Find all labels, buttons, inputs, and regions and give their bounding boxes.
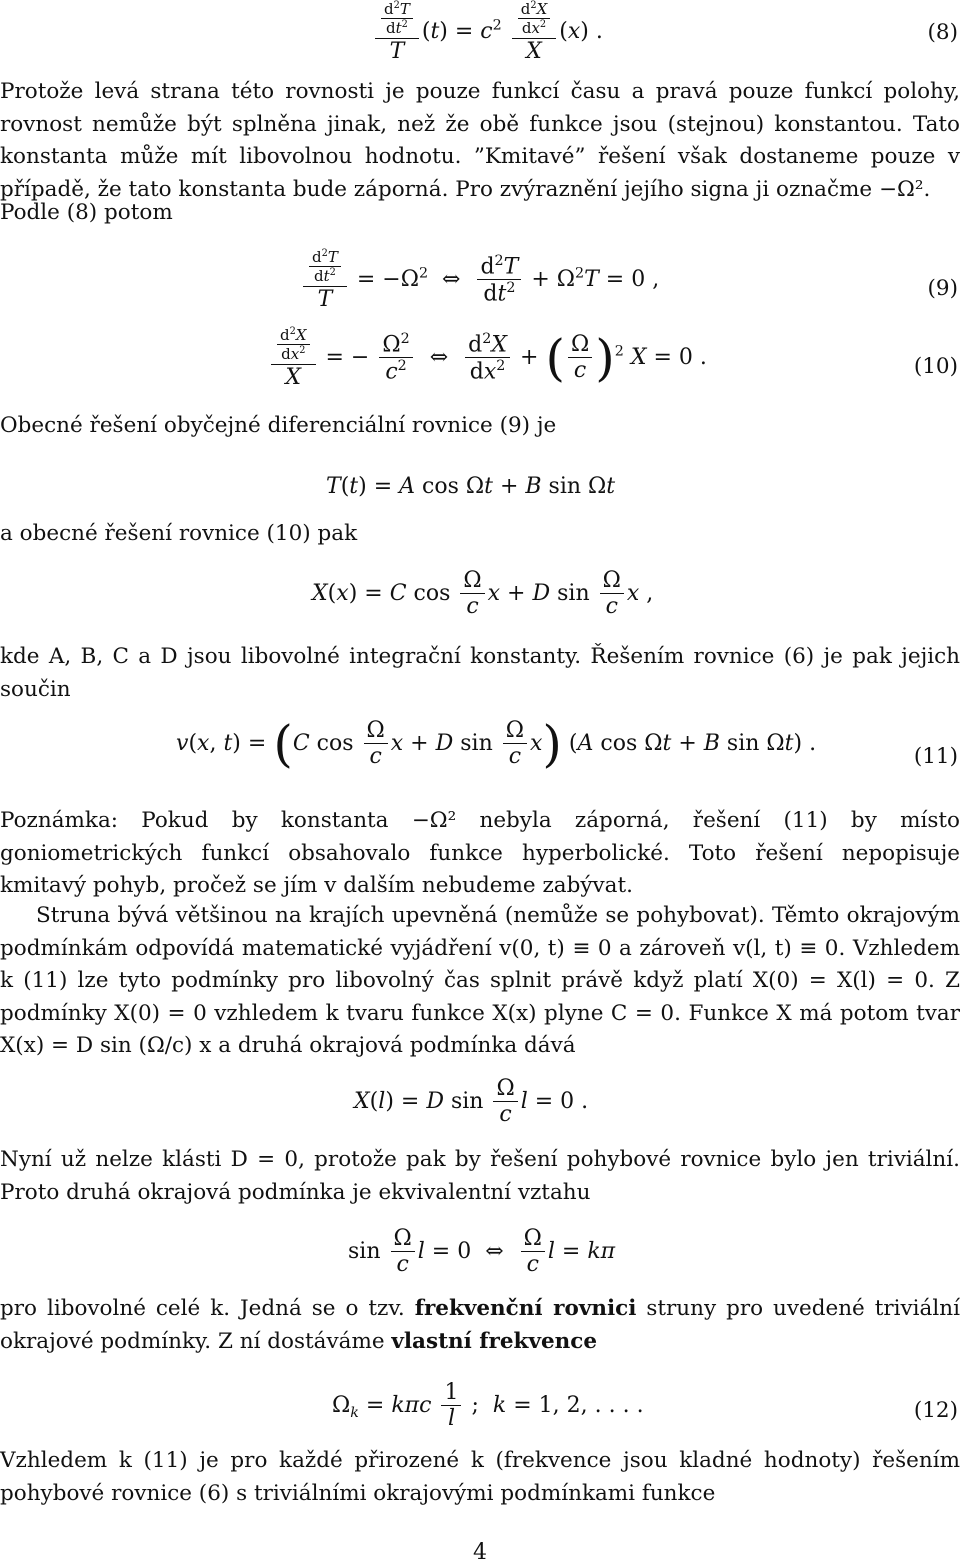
- equation-9: $\frac{\frac{d^2T}{dt^2}}{T}$ = $-\Omega^2$ ⇔ $\frac{d^2T}{dt^2}$ + $\Omega^2T = 0$ , (9): [0, 248, 960, 328]
- equation-number: (8): [927, 20, 958, 45]
- equation-11: v(x, t) = (C cos $\frac{\Omega}{c}$ x + D sin $\frac{\Omega}{c}$ x) (A cos Ωt + B sin Ωt) . (11): [176, 714, 958, 773]
- equation-10: $\frac{\frac{d^2X}{dx^2}}{X}$ = − $\frac{\Omega^2}{c^2}$ ⇔ $\frac{d^2X}{dx^2}$ + ( $\frac{\Omega}{c}$ )$^2$ X = 0 . (10): [0, 326, 960, 406]
- equation-8: $\frac{\frac{d^2T}{dt^2}}{T}$ $(t) = c^2$ $\frac{\frac{d^2X}{dx^2}}{X}$ (x) . (8): [0, 0, 960, 68]
- paragraph: [0, 1293, 960, 1358]
- equation-T: T(t) = A cos Ωt + B sin Ωt: [326, 474, 616, 499]
- text: struny pro uvedené triviální okrajové podmínky. Z ní dostáváme: [0, 1296, 960, 1354]
- page-number: 4: [473, 1540, 487, 1565]
- equation-number: (11): [913, 744, 958, 769]
- paragraph: Vzhledem k (11) je pro každé přirozené k (frekvence jsou kladné hodnoty) řešením pohybové rovnice (6) s triviálními okrajovými podmínkami funkce: [0, 1448, 960, 1506]
- term-eigenfrequencies: vlastní frekvence: [391, 1328, 598, 1354]
- paragraph: Struna bývá většinou na krajích upevněná (nemůže se pohybovat). Těmto okrajovým podmínkám odpovídá matematické vyjádření v(0, t) ≡ 0 a zároveň v(l, t) ≡ 0. Vzhledem k (11) lze tyto podmínky pro libovolný čas splnit právě když platí X(0) = X(l) = 0. Z podmínky X(0) = 0 vzhledem k tvaru funkce X(x) plyne C = 0. Funkce X má potom tvar X(x) = D sin (Ω/c) x a druhá okrajová podmínka dává: [0, 903, 960, 1058]
- equation-Xl: X(l) = D sin $\frac{\Omega}{c}$ l = 0 .: [354, 1076, 589, 1128]
- term-frequency-equation: frekvenční rovnici: [414, 1296, 637, 1321]
- paragraph: Nyní už nelze klásti D = 0, protože pak by řešení pohybové rovnice bylo jen triviální. Proto druhá okrajová podmínka je ekvivalentní vztahu: [0, 1147, 960, 1205]
- paragraph: a obecné řešení rovnice (10) pak: [0, 521, 358, 546]
- equation-12: $\Omega_k = k\pi c$ $\frac{1}{l}$ ; k = 1, 2, . . . . (12): [332, 1380, 958, 1432]
- equation-number: (12): [913, 1398, 958, 1423]
- equation-X: X(x) = C cos $\frac{\Omega}{c}$ x + D sin $\frac{\Omega}{c}$ x ,: [312, 568, 654, 620]
- paragraph: kde A, B, C a D jsou libovolné integrační konstanty. Řešením rovnice (6) je pak jejich součin: [0, 644, 960, 702]
- paragraph: Obecné řešení obyčejné diferenciální rovnice (9) je: [0, 413, 557, 438]
- paragraph: Podle (8) potom: [0, 200, 173, 225]
- note-paragraph: Poznámka: Pokud by konstanta −Ω² nebyla záporná, řešení (11) by místo goniometrických funkcí obsahovalo funkce hyperbolické. Toto řešení nepopisuje kmitavý pohyb, pročež se jím v dalším nebudeme zabývat.: [0, 808, 960, 898]
- text: pro libovolné celé k. Jedná se o tzv.: [0, 1296, 415, 1321]
- equation-number: (10): [913, 354, 958, 379]
- equation-number: (9): [927, 276, 958, 301]
- equation-sin: sin $\frac{\Omega}{c}$ l = 0 ⇔ $\frac{\Omega}{c}$ l = kπ: [348, 1226, 616, 1278]
- paragraph: Protože levá strana této rovnosti je pouze funkcí času a pravá pouze funkcí polohy, rovnost nemůže být splněna jinak, než že obě funkce jsou (stejnou) konstantou. Tato konstanta může mít libovolnou hodnotu. ”Kmitavé” řešení však dostaneme pouze v případě, že tato konstanta bude záporná. Pro zvýraznění jejího signa ji označme −Ω².: [0, 79, 960, 202]
